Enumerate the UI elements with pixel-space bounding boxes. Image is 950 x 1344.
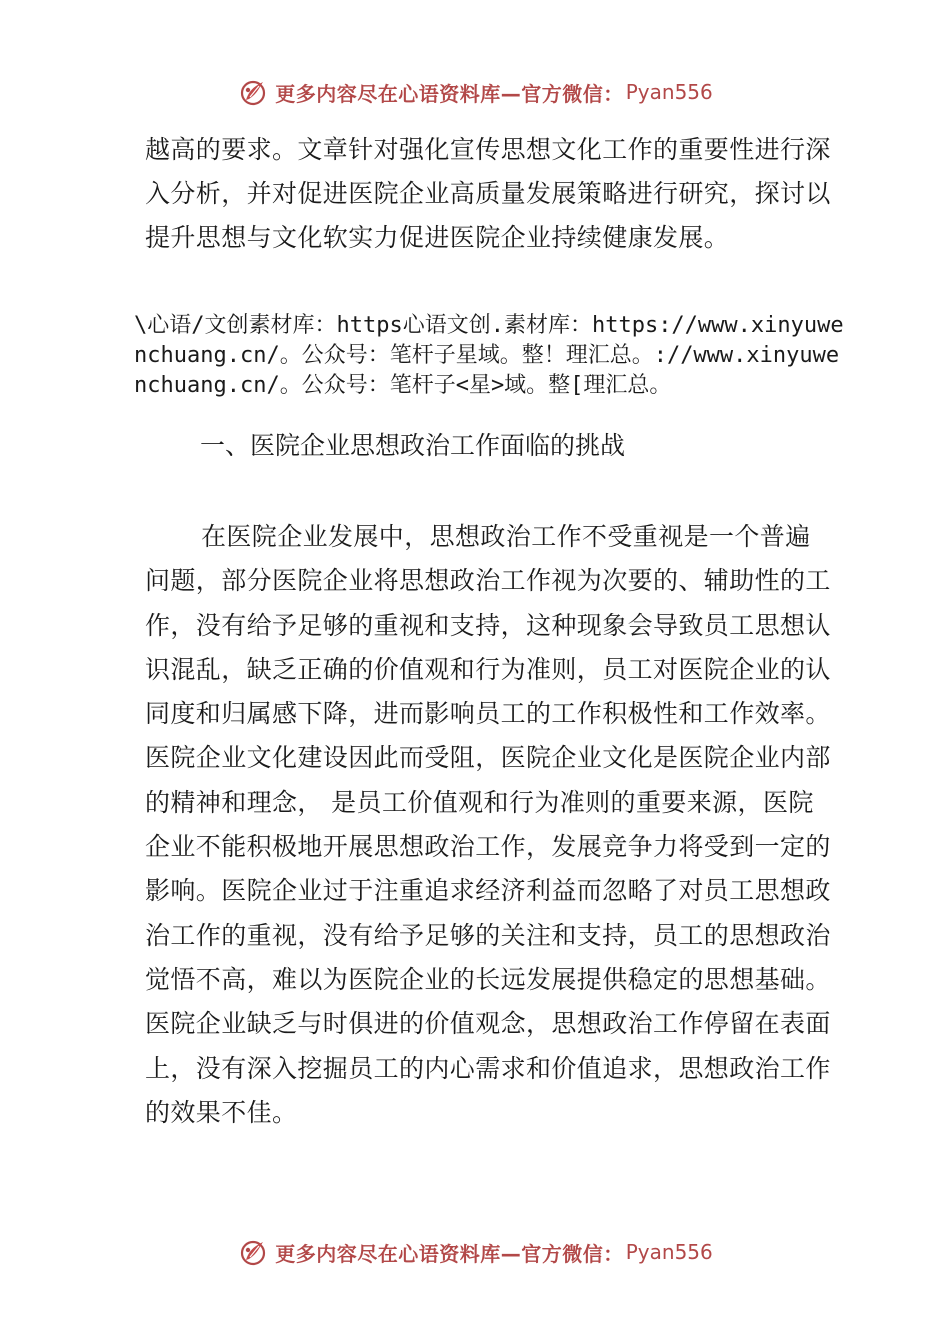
body-paragraph: 在医院企业发展中，思想政治工作不受重视是一个普遍问题，部分医院企业将思想政治工作视为次要的、辅助性的工作，没有给予足够的重视和支持，这种现象会导致员工思想认识混乱，缺乏正确的价值观和行为准则，员工对医院企业的认同度和归属感下降，进而影响员工的工作积极性和工作效率。医院企业文化建设因此而受阻，医院企业文化是医院企业内部的精神和理念， 是员工价值观和行为准则的重要来源，医院企业不能积极地开展思想政治工作，发展竞争力将受到一定的影响。医院企业过于注重追求经济利益而忽略了对员工思想政治工作的重视，没有给予足够的关注和支持，员工的思想政治觉悟不高，难以为医院企业的长远发展提供稳定的思想基础。医院企业缺乏与时俱进的价值观念，思想政治工作停留在表面上，没有深入挖掘员工的内心需求和价值追求，思想政治工作的效果不佳。	[145, 522, 831, 1127]
watermark-notice: \心语/文创素材库：https心语文创.素材库：https://www.xinyuwenchuang.cn/。公众号：笔杆子星域。整！理汇总。://www.xinyuwenchuang.cn/。公众号：笔杆子<星>域。整[理汇总。	[134, 313, 844, 398]
footer-banner	[0, 1232, 950, 1272]
intro-paragraph: 越高的要求。文章针对强化宣传思想文化工作的重要性进行深入分析，并对促进医院企业高质量发展策略进行研究，探讨以提升思想与文化软实力促进医院企业持续健康发展。	[145, 135, 831, 252]
header-brand-text: 更多内容尽在心语资料库—官方微信：	[275, 81, 624, 106]
footer-wechat-handle: Pyan556	[625, 1240, 713, 1264]
footer-brand-text: 更多内容尽在心语资料库—官方微信：	[275, 1241, 624, 1266]
header-banner	[0, 72, 950, 112]
flame-leaf-logo-icon	[237, 1236, 269, 1268]
flame-leaf-logo-icon	[237, 76, 269, 108]
header-wechat-handle: Pyan556	[625, 80, 713, 104]
section-heading: 一、医院企业思想政治工作面临的挑战	[200, 431, 626, 460]
